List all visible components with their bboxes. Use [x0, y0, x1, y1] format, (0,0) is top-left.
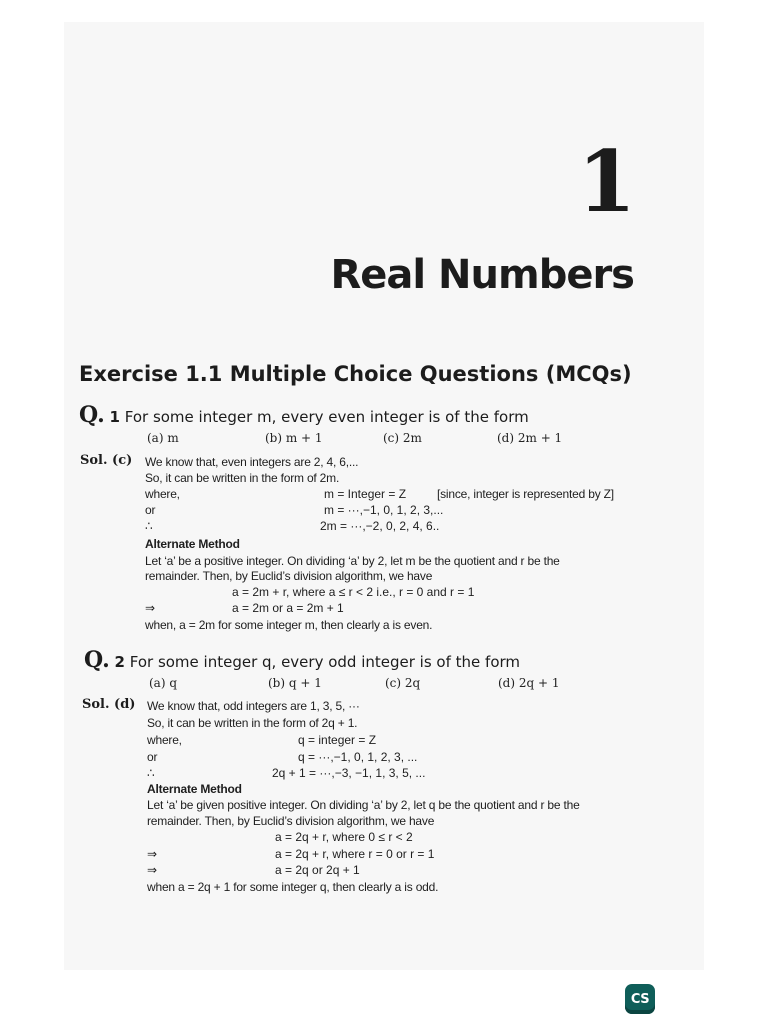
q2-row-1-label: where, — [147, 733, 182, 747]
q2-row-2-label: or — [147, 750, 158, 764]
question-mark: Q. — [79, 402, 105, 428]
q1-row-1-label: where, — [145, 487, 180, 501]
chapter-title: Real Numbers — [330, 252, 634, 298]
q2-alt-row-2-eq: a = 2q + r, where r = 0 or r = 1 — [275, 847, 435, 861]
q1-alt-row-2-eq: a = 2m or a = 2m + 1 — [232, 601, 344, 615]
q1-row-2-label: or — [145, 503, 156, 517]
q2-row-2-eq: q = ···,−1, 0, 1, 2, 3, ... — [298, 750, 418, 764]
q1-row-3-label: ∴ — [145, 519, 153, 533]
question-text: For some integer q, every odd integer is of the form — [129, 653, 521, 671]
q2-alt-row-3-eq: a = 2q or 2q + 1 — [275, 863, 360, 877]
q2-option-c: (c) 2q — [385, 676, 421, 690]
q2-option-b: (b) q + 1 — [268, 676, 322, 690]
q1-alt-line-1: Let ‘a’ be a positive integer. On dividing ‘a’ by 2, let m be the quotient and r be the — [145, 554, 560, 568]
cs-logo-icon — [625, 984, 655, 1014]
q2-row-3-eq: 2q + 1 = ···,−3, −1, 1, 3, 5, ... — [272, 766, 426, 780]
q2-alt-row-1-eq: a = 2q + r, where 0 ≤ r < 2 — [275, 830, 413, 844]
q2-alt-heading: Alternate Method — [147, 782, 242, 796]
q1-option-d: (d) 2m + 1 — [497, 431, 563, 445]
q1-solution-label: Sol. (c) — [80, 453, 133, 468]
q2-alt-row-3-label: ⇒ — [147, 863, 158, 877]
q2-line-1: We know that, odd integers are 1, 3, 5, ··· — [147, 699, 360, 713]
q2-solution-label: Sol. (d) — [82, 697, 136, 712]
q2-alt-line-2: remainder. Then, by Euclid’s division algorithm, we have — [147, 814, 435, 828]
q2-row-3-label: ∴ — [147, 766, 155, 780]
q1-option-b: (b) m + 1 — [265, 431, 323, 445]
exercise-heading: Exercise 1.1 Multiple Choice Questions (MCQs) — [79, 362, 632, 386]
chapter-number: 1 — [577, 132, 634, 231]
q1-alt-heading: Alternate Method — [145, 537, 240, 551]
q1-row-1-eq: m = Integer = Z — [324, 487, 407, 501]
q2-alt-row-2-label: ⇒ — [147, 847, 158, 861]
q2-alt-line-1: Let ‘a’ be given positive integer. On dividing ‘a’ by 2, let q be the quotient and r be the — [147, 798, 580, 812]
q2-line-2: So, it can be written in the form of 2q + 1. — [147, 716, 358, 730]
question-text: For some integer m, every even integer is of the form — [124, 408, 529, 426]
question-2 — [84, 647, 520, 673]
question-number: 2 — [114, 653, 125, 671]
q1-conclusion: when, a = 2m for some integer m, then clearly a is even. — [145, 618, 433, 632]
q1-row-1-note: [since, integer is represented by Z] — [437, 487, 614, 501]
question-mark: Q. — [84, 647, 110, 673]
cs-logo-text: CS — [630, 991, 650, 1007]
q1-option-a: (a) m — [147, 431, 179, 445]
q1-row-2-eq: m = ···,−1, 0, 1, 2, 3,... — [324, 503, 444, 517]
q2-option-d: (d) 2q + 1 — [498, 676, 560, 690]
question-1 — [79, 402, 529, 428]
question-number: 1 — [109, 408, 120, 426]
q2-conclusion: when a = 2q + 1 for some integer q, then clearly a is odd. — [147, 880, 439, 894]
q2-option-a: (a) q — [149, 676, 178, 690]
q1-alt-row-1-eq: a = 2m + r, where a ≤ r < 2 i.e., r = 0 and r = 1 — [232, 585, 475, 599]
q1-line-1: We know that, even integers are 2, 4, 6,... — [145, 455, 359, 469]
q1-line-2: So, it can be written in the form of 2m. — [145, 471, 340, 485]
q1-option-c: (c) 2m — [383, 431, 422, 445]
q1-alt-line-2: remainder. Then, by Euclid’s division algorithm, we have — [145, 569, 433, 583]
q2-row-1-eq: q = integer = Z — [298, 733, 377, 747]
q1-alt-row-2-label: ⇒ — [145, 601, 156, 615]
q1-row-3-eq: 2m = ···,−2, 0, 2, 4, 6.. — [320, 519, 440, 533]
